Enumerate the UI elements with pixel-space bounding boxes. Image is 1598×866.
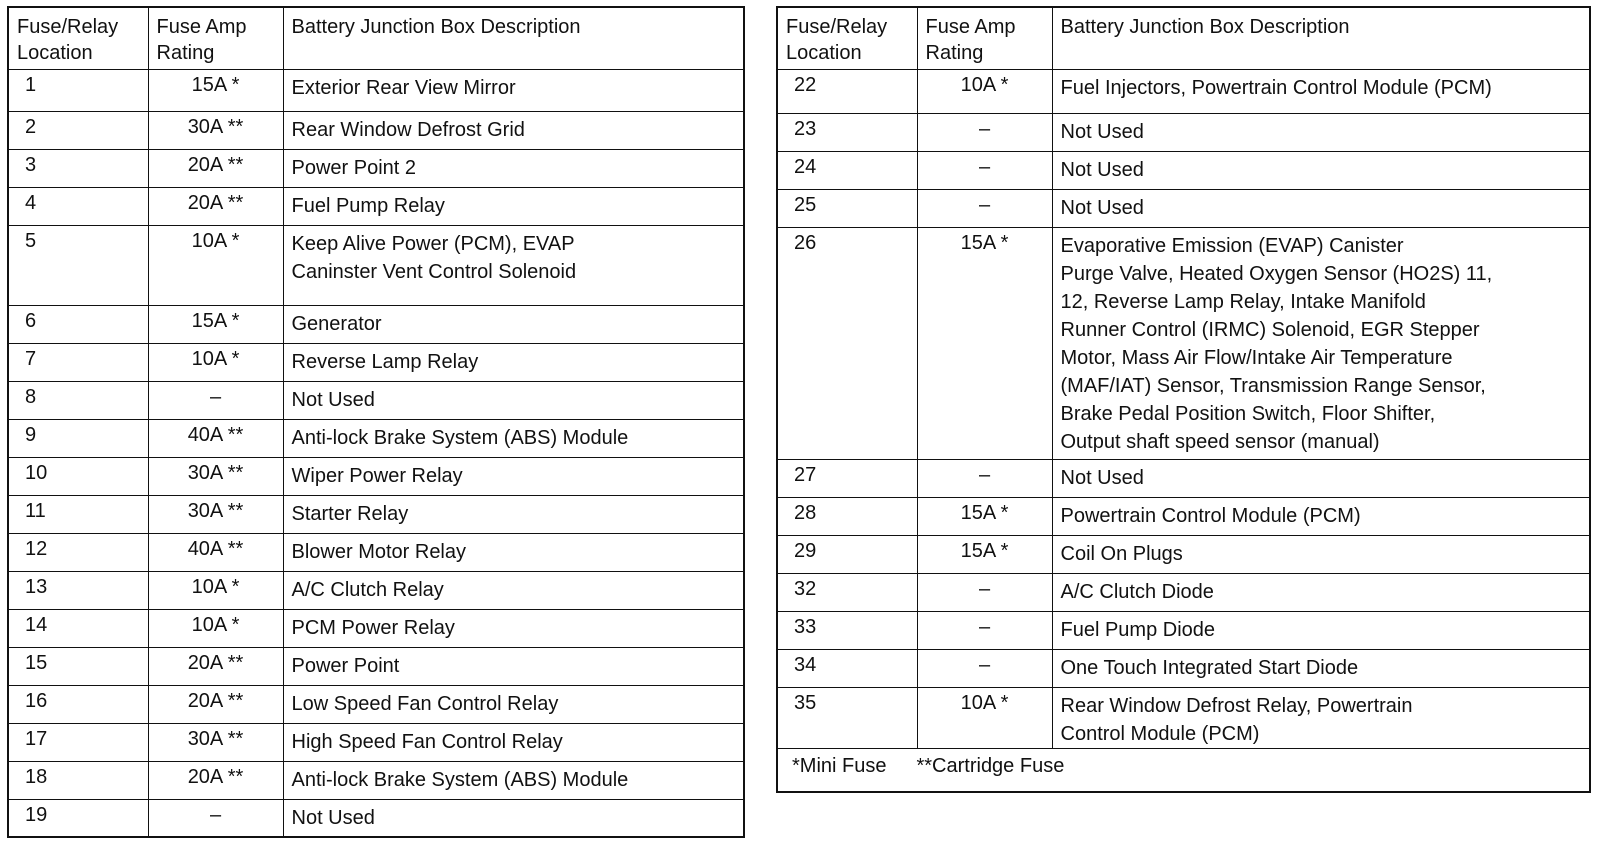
table-row [777,497,1590,535]
fuse-location: 35 [777,687,917,748]
left-fuse-table [7,6,745,838]
fuse-location: 25 [777,189,917,227]
fuse-rating: 15A * [917,497,1052,535]
table-row [8,495,744,533]
header-rating: Fuse Amp Rating [917,7,1052,69]
fuse-location: 18 [8,761,148,799]
fuse-rating: 40A ** [148,533,283,571]
fuse-rating: 15A * [148,305,283,343]
footnote-cartridge: **Cartridge Fuse [916,754,1065,777]
fuse-description: Blower Motor Relay [283,533,744,571]
fuse-location: 3 [8,149,148,187]
table-row [8,761,744,799]
fuse-location: 6 [8,305,148,343]
table-row [8,111,744,149]
fuse-description: Not Used [1052,151,1590,189]
fuse-description: One Touch Integrated Start Diode [1052,649,1590,687]
fuse-rating: 20A ** [148,149,283,187]
fuse-description: Not Used [1052,113,1590,151]
table-row [8,305,744,343]
fuse-rating: 10A * [917,687,1052,748]
fuse-location: 23 [777,113,917,151]
fuse-description: A/C Clutch Diode [1052,573,1590,611]
fuse-rating: – [917,459,1052,497]
fuse-description: Not Used [283,799,744,837]
fuse-description: Low Speed Fan Control Relay [283,685,744,723]
fuse-description: Not Used [1052,459,1590,497]
table-row [8,419,744,457]
table-row [8,647,744,685]
fuse-rating: 15A * [917,535,1052,573]
fuse-location: 32 [777,573,917,611]
fuse-location: 33 [777,611,917,649]
header-description: Battery Junction Box Description [1052,7,1590,69]
fuse-rating: 15A * [148,69,283,111]
table-row [8,799,744,837]
fuse-description: Coil On Plugs [1052,535,1590,573]
fuse-rating: 40A ** [148,419,283,457]
fuse-description: Reverse Lamp Relay [283,343,744,381]
fuse-description: Keep Alive Power (PCM), EVAP Caninster Vent Control Solenoid [283,225,744,305]
fuse-rating: 30A ** [148,495,283,533]
fuse-description: Not Used [1052,189,1590,227]
fuse-rating: 20A ** [148,761,283,799]
fuse-location: 34 [777,649,917,687]
fuse-location: 4 [8,187,148,225]
fuse-rating: 20A ** [148,647,283,685]
table-row [8,69,744,111]
fuse-rating: – [917,611,1052,649]
fuse-description: High Speed Fan Control Relay [283,723,744,761]
fuse-location: 26 [777,227,917,459]
table-row [777,459,1590,497]
table-row [777,113,1590,151]
table-row [8,457,744,495]
table-row [8,149,744,187]
fuse-rating: 10A * [148,225,283,305]
fuse-location: 22 [777,69,917,113]
header-location: Fuse/Relay Location [8,7,148,69]
fuse-description: Rear Window Defrost Relay, Powertrain Control Module (PCM) [1052,687,1590,748]
fuse-location: 29 [777,535,917,573]
fuse-description: Rear Window Defrost Grid [283,111,744,149]
table-row [8,343,744,381]
fuse-location: 1 [8,69,148,111]
fuse-location: 19 [8,799,148,837]
fuse-rating: 15A * [917,227,1052,459]
header-location: Fuse/Relay Location [777,7,917,69]
table-row [777,535,1590,573]
table-row [8,723,744,761]
fuse-description: Powertrain Control Module (PCM) [1052,497,1590,535]
fuse-rating: – [917,151,1052,189]
fuse-description: Fuel Injectors, Powertrain Control Module (PCM) [1052,69,1590,113]
fuse-rating: 10A * [148,571,283,609]
table-row [8,685,744,723]
fuse-rating: – [148,381,283,419]
fuse-description: Generator [283,305,744,343]
fuse-location: 2 [8,111,148,149]
right-fuse-table [776,6,1591,793]
fuse-description: Power Point [283,647,744,685]
fuse-location: 16 [8,685,148,723]
fuse-rating: 30A ** [148,457,283,495]
fuse-description: Not Used [283,381,744,419]
fuse-description: Starter Relay [283,495,744,533]
fuse-rating: – [148,799,283,837]
fuse-location: 7 [8,343,148,381]
fuse-description: Anti-lock Brake System (ABS) Module [283,419,744,457]
fuse-rating: 20A ** [148,187,283,225]
fuse-description: Wiper Power Relay [283,457,744,495]
fuse-description: A/C Clutch Relay [283,571,744,609]
header-description: Battery Junction Box Description [283,7,744,69]
table-row [777,687,1590,748]
table-row [8,225,744,305]
fuse-location: 9 [8,419,148,457]
fuse-rating: 10A * [148,609,283,647]
fuse-rating: 30A ** [148,111,283,149]
header-rating: Fuse Amp Rating [148,7,283,69]
fuse-location: 24 [777,151,917,189]
fuse-description: PCM Power Relay [283,609,744,647]
fuse-description: Evaporative Emission (EVAP) Canister Purge Valve, Heated Oxygen Sensor (HO2S) 11, 12, Reverse Lamp Relay, Intake Manifold Runner Control (IRMC) Solenoid, EGR Stepper Motor, Mass Air Flow/Intake Air Temperature (MAF/IAT) Sensor, Transmission Range Sensor, Brake Pedal Position Switch, Floor Shifter, Output shaft speed sensor (manual) [1052,227,1590,459]
fuse-rating: – [917,649,1052,687]
table-row [777,611,1590,649]
fuse-description: Anti-lock Brake System (ABS) Module [283,761,744,799]
fuse-location: 14 [8,609,148,647]
fuse-location: 17 [8,723,148,761]
fuse-rating: 10A * [148,343,283,381]
fuse-location: 27 [777,459,917,497]
table-row [777,573,1590,611]
fuse-location: 11 [8,495,148,533]
fuse-location: 8 [8,381,148,419]
fuse-rating: 20A ** [148,685,283,723]
table-row [777,151,1590,189]
table-row [8,381,744,419]
table-row [777,649,1590,687]
table-row [777,227,1590,459]
fuse-description: Exterior Rear View Mirror [283,69,744,111]
table-row [8,609,744,647]
footnote-mini: *Mini Fuse [792,754,887,777]
table-row [8,533,744,571]
fuse-location: 13 [8,571,148,609]
fuse-location: 28 [777,497,917,535]
fuse-location: 5 [8,225,148,305]
table-row [777,189,1590,227]
fuse-location: 15 [8,647,148,685]
fuse-rating: 30A ** [148,723,283,761]
fuse-description: Fuel Pump Diode [1052,611,1590,649]
fuse-rating: 10A * [917,69,1052,113]
table-row [8,187,744,225]
fuse-rating: – [917,573,1052,611]
fuse-rating: – [917,113,1052,151]
table-row [777,69,1590,113]
table-row [8,571,744,609]
fuse-location: 10 [8,457,148,495]
fuse-description: Power Point 2 [283,149,744,187]
fuse-rating: – [917,189,1052,227]
fuse-description: Fuel Pump Relay [283,187,744,225]
footnote [777,748,1590,792]
fuse-location: 12 [8,533,148,571]
